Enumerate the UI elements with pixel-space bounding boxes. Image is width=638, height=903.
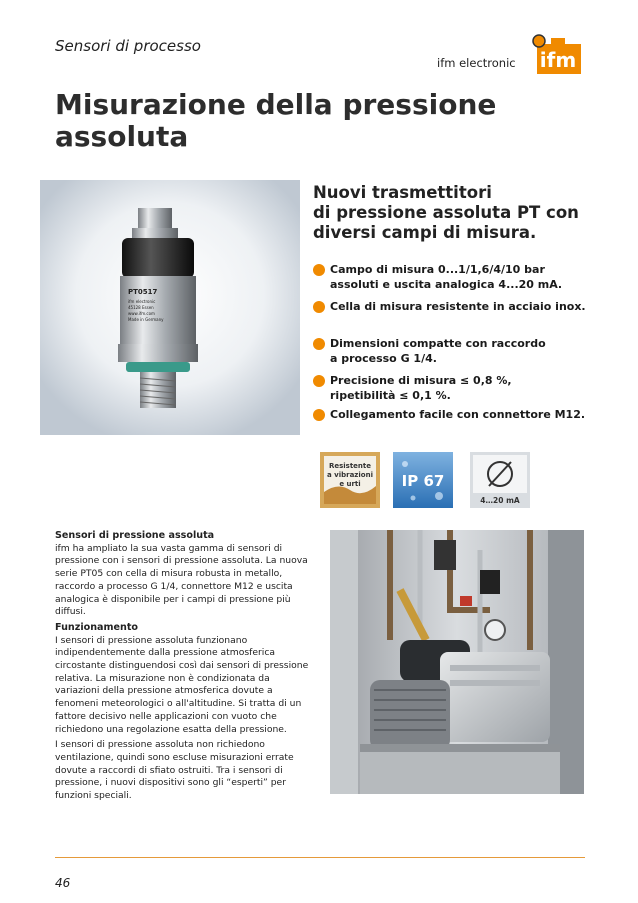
headline xyxy=(313,183,613,243)
headline-line: diversi campi di misura. xyxy=(313,223,537,242)
svg-text:e urti: e urti xyxy=(339,480,361,488)
body-paragraph: I sensori di pressione assoluta funzionano indipendentemente dalla pressione atmosferica circostante distinguendosi così dai sensori di pressione relativa. La misurazione non è condizionata da variazioni della pressione atmosferica dovute a fenomeni meteorologici o all'altitudine. Si tratta di un fattore decisivo nelle applicazioni con vuoto che richiedono una regolazione esatta della pressione. xyxy=(55,634,309,735)
bullet-icon xyxy=(313,409,325,421)
svg-text:a vibrazioni: a vibrazioni xyxy=(327,471,373,479)
svg-text:IP 67: IP 67 xyxy=(401,472,445,490)
body-paragraph: I sensori di pressione assoluta non richiedono ventilazione, quindi sono escluse misurazioni errate dovute a raccordi di sfiato ostruiti. Tra i sensori di pressione, i nuovi dispositivi sono gli “esperti” per funzioni speciali. xyxy=(55,739,294,802)
vibration-resistant-badge xyxy=(320,452,380,508)
brand-name: ifm electronic xyxy=(437,56,516,70)
svg-text:45128 Essen: 45128 Essen xyxy=(128,305,154,310)
body-heading: Sensori di pressione assoluta xyxy=(55,530,215,541)
bullet-icon xyxy=(313,301,325,313)
feature-item: Cella di misura resistente in acciaio inox. xyxy=(313,299,613,314)
ip67-badge xyxy=(393,452,453,508)
feature-item: Dimensioni compatte con raccordo a processo G 1/4. xyxy=(313,336,613,366)
bullet-icon xyxy=(313,338,325,350)
svg-text:Made in Germany: Made in Germany xyxy=(128,317,164,322)
feature-item: Collegamento facile con connettore M12. xyxy=(313,407,613,422)
installation-photo xyxy=(330,530,584,794)
svg-text:PT0517: PT0517 xyxy=(128,288,158,296)
bullet-icon xyxy=(313,375,325,387)
section-title: Sensori di processo xyxy=(55,37,201,55)
svg-text:ifm electronic: ifm electronic xyxy=(128,299,156,304)
body-paragraph: ifm ha ampliato la sua vasta gamma di sensori di pressione con i sensori di pressione assoluta. La nuova serie PT05 con cella di misura robusta in metallo, raccordo a processo G 1/4, connettore M12 e uscita analogica è disponibile per i campi di pressione più diffusi. xyxy=(55,542,308,618)
page-number: 46 xyxy=(55,876,71,890)
body-text xyxy=(55,530,315,806)
svg-text:4…20 mA: 4…20 mA xyxy=(480,496,520,505)
svg-text:www.ifm.com: www.ifm.com xyxy=(128,311,155,316)
headline-line: Nuovi trasmettitori xyxy=(313,183,492,202)
svg-text:ifm: ifm xyxy=(539,48,577,72)
svg-text:Resistente: Resistente xyxy=(328,462,372,470)
feature-item: Campo di misura 0...1/1,6/4/10 bar assoluti e uscita analogica 4...20 mA. xyxy=(313,262,613,292)
page-title xyxy=(55,89,555,153)
product-photo xyxy=(40,180,300,435)
footer-rule xyxy=(55,857,585,858)
body-heading: Funzionamento xyxy=(55,621,139,633)
ifm-logo xyxy=(529,34,583,78)
analog-output-badge xyxy=(470,452,530,508)
feature-item: Precisione di misura ≤ 0,8 %, ripetibilità ≤ 0,1 %. xyxy=(313,373,613,403)
title-line: assoluta xyxy=(55,120,189,153)
title-line: Misurazione della pressione xyxy=(55,88,497,121)
headline-line: di pressione assoluta PT con xyxy=(313,203,579,222)
bullet-icon xyxy=(313,264,325,276)
